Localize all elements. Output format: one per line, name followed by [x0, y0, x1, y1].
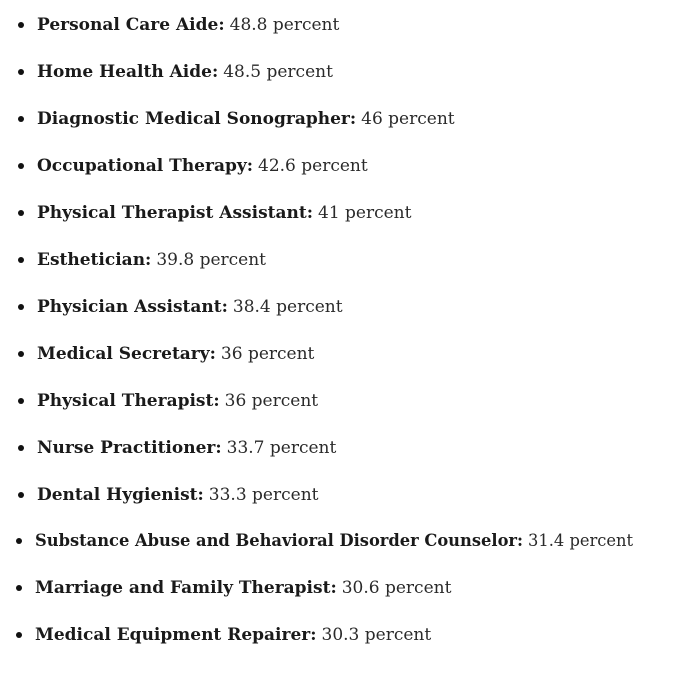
occupation-label: Occupational Therapy: — [37, 156, 254, 176]
list-item — [18, 154, 368, 178]
occupation-label: Home Health Aide: — [37, 62, 219, 82]
list-item — [18, 295, 343, 319]
list-item — [18, 389, 318, 413]
growth-value: 41 percent — [318, 203, 412, 223]
bullet-icon — [18, 492, 24, 498]
bullet-icon — [18, 398, 24, 404]
growth-value: 46 percent — [361, 109, 455, 129]
list-item — [18, 436, 336, 460]
list-item — [16, 623, 431, 647]
bullet-icon — [18, 445, 24, 451]
list-item — [18, 13, 339, 37]
occupation-label: Physical Therapist: — [37, 391, 220, 411]
list-item — [18, 248, 266, 272]
growth-value: 38.4 percent — [232, 297, 343, 317]
growth-value: 36 percent — [220, 344, 315, 364]
bullet-icon — [18, 116, 24, 122]
list-item — [16, 529, 633, 553]
bullet-icon — [18, 22, 24, 28]
occupation-label: Dental Hygienist: — [37, 485, 204, 505]
bullet-icon — [16, 538, 22, 544]
occupation-label: Marriage and Family Therapist: — [35, 578, 337, 598]
occupation-label: Physical Therapist Assistant: — [37, 203, 313, 223]
bullet-icon — [18, 351, 24, 357]
bullet-icon — [16, 632, 22, 638]
growth-value: 33.7 percent — [226, 438, 337, 458]
growth-value: 42.6 percent — [258, 156, 368, 176]
growth-value: 30.3 percent — [321, 625, 432, 645]
occupation-label: Substance Abuse and Behavioral Disorder Counselor: — [35, 531, 524, 550]
growth-value: 31.4 percent — [528, 531, 634, 550]
list-item — [18, 60, 333, 84]
list-item — [18, 201, 411, 225]
bullet-icon — [18, 69, 24, 75]
growth-value: 48.5 percent — [223, 62, 333, 82]
growth-value: 30.6 percent — [341, 578, 452, 598]
bullet-icon — [16, 585, 22, 591]
occupation-label: Esthetician: — [37, 250, 152, 270]
occupation-label: Physician Assistant: — [37, 297, 228, 317]
occupation-label: Nurse Practitioner: — [37, 438, 222, 458]
list-item — [18, 342, 314, 366]
growth-value: 48.8 percent — [229, 15, 340, 35]
bullet-icon — [18, 210, 24, 216]
occupation-label: Medical Equipment Repairer: — [35, 625, 317, 645]
bullet-icon — [18, 304, 24, 310]
growth-value: 36 percent — [224, 391, 319, 411]
list-item — [18, 107, 455, 131]
list-item — [18, 483, 318, 507]
list-item — [16, 576, 451, 600]
occupation-label: Medical Secretary: — [37, 344, 216, 364]
occupation-label: Diagnostic Medical Sonographer: — [37, 109, 357, 129]
bullet-icon — [18, 163, 24, 169]
bullet-icon — [18, 257, 24, 263]
occupation-label: Personal Care Aide: — [37, 15, 225, 35]
growth-value: 33.3 percent — [208, 485, 319, 505]
growth-value: 39.8 percent — [156, 250, 267, 270]
